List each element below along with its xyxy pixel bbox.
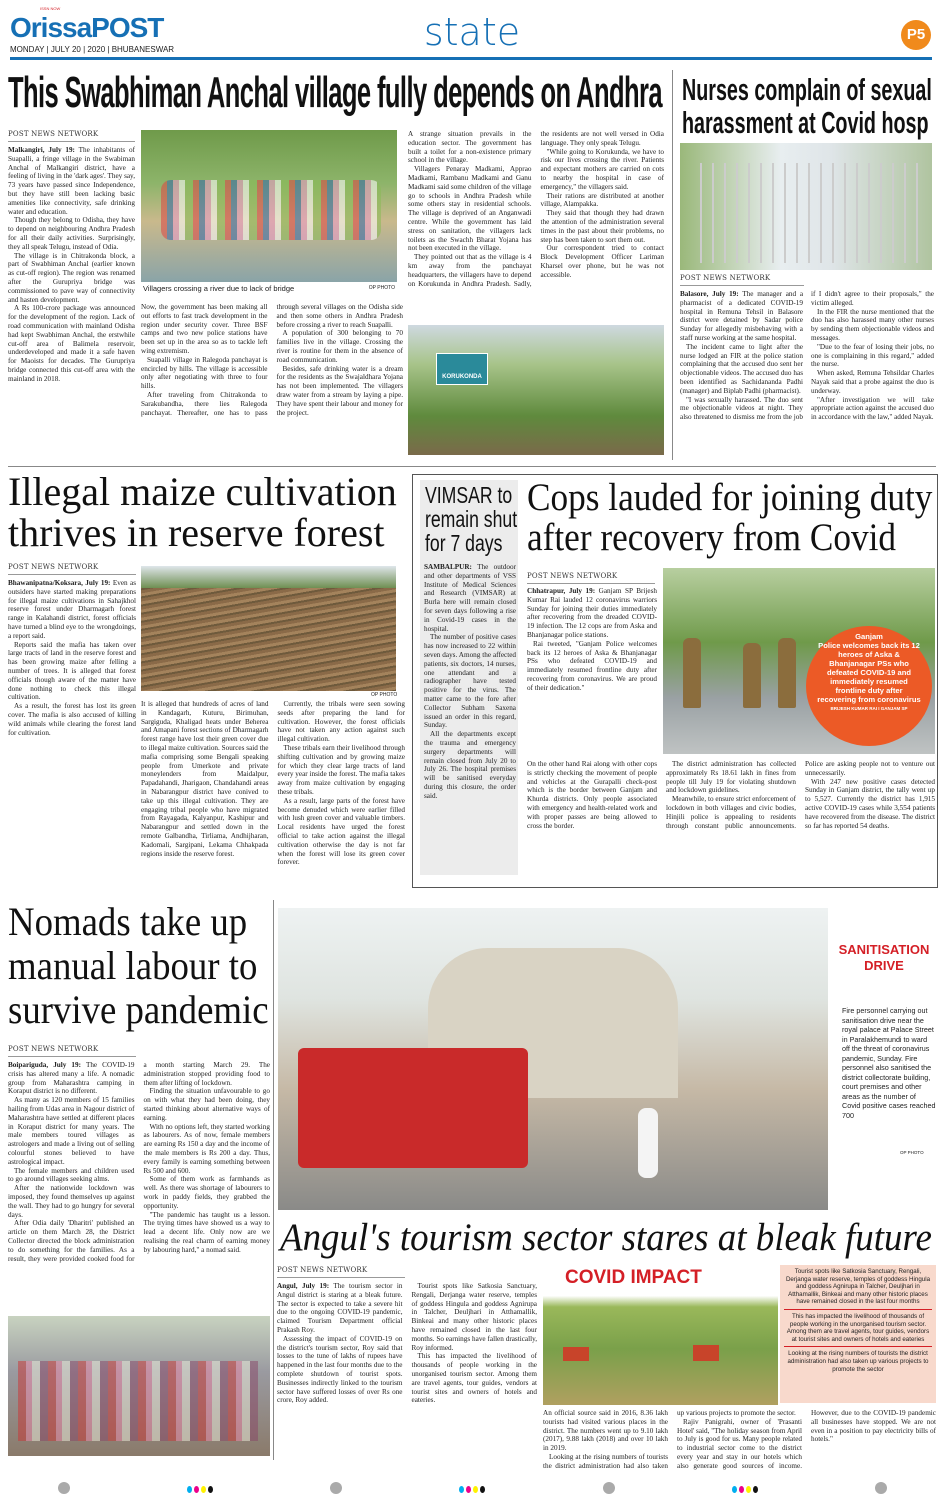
paragraph [144,1087,271,1122]
photo-credit: OP PHOTO [371,692,398,698]
paragraph [541,244,665,279]
sanitisation-photo [278,908,828,1210]
paragraph-text: With no options left, they started working as labourers. As of now, female members are earning Rs 150 a day and the income of the male members is Rs 200 a day. Thus, every family is earning something between Rs 500 and 600. [143,1122,270,1175]
impact-point: Tourist spots like Satkosia Sanctuary, Rengali, Derjanga water reserve, temples of goddess Hingula and goddess Agnirupa in Talcher, Deuljhari in Atthamallik, Binkeai and many other historic places have remained closed in the last four months [784,1268,932,1310]
paragraph-text: Meanwhile, to ensure strict enforcement of lockdown in both villages and civic bodies, Hinjili police is appealing to residents through constant public announcements. Police are asking people not to venture out unnecessarily. [666,760,935,830]
paragraph-text: The inhabitants of Suapalli, a fringe village in the Swabiman Anchal of Malkangiri district, have a feeling of living in the 'dark ages'. They say, 73 years have passed since Independence, but they have still been lacking basic amenities like connectivity, safe drinking water and education. [8,146,136,216]
paragraph [8,702,136,737]
paragraph-text: It is alleged that hundreds of acres of land in Kandagarh, Kuturu, Birimuhan, Sargiguda, Khaligad heats under Beherea and Amapani forest sections of Dharmagarh forest range have lost their green cover due to illegal maize cultivation. Sources said the mafia comprising some Bengali speaking people from Umerkote and private moneylenders from Maidalpur, Papadahandi, Jharigaon, Chandahandi areas in Nabarangpur district have conived to take up this illegal cultivation. They are engaging tribal people who have migrated from Rayagada, Kalyanpur, Kashipur and Nabarangpur and settled down in the remote Galbandha, Tirliama, Andhijharan, Kadomali, Sargipani, Lekama Chhakpada regions inside the reserve forest. [141,700,269,858]
paragraph-text: After Odia daily 'Dharitri' published an article on them March 28, the District Collector directed the block administration to do something for the families. As a result, they were provided cooked food for a month starting March 29. The administration stopped providing food to them after lifting of lockdown. [8,1061,270,1263]
paragraph-text: They said that though they had drawn the attention of the administration several times in the past about their problems, no step has been taken to sort them out. [540,209,664,244]
paragraph [680,290,803,343]
byline: POST NEWS NETWORK [277,1266,405,1278]
paragraph-text: After the nationwide lockdown was imposed, they found themselves up against the wall. They had to go hungry for several days. [8,1184,135,1219]
logo-post: POST [91,12,164,43]
headline-line: Nurses complain of sexual [682,72,932,107]
paragraph-text: "After investigation we will take appropriate action against the accused duo in accordance with the law," added Nayak. [811,395,934,422]
paragraph-text: On the other hand Rai along with other cops is strictly checking the movement of people and vehicles at the Gurapalli check-post which is the border between Ganjam and Khurda districts. Only people associated with emergency and health-related work and with proper passes are being allowed to cross the border. [527,760,657,830]
paragraph-text: Ganjam SP Brijesh Kumar Rai lauded 12 coronavirus warriors Sunday for joining their duties immediately after recovering from the dreaded COVID-19 infection. The 12 cops are from Aska and Bhanjanagar police stations. [527,587,657,639]
byline: POST NEWS NETWORK [8,563,136,575]
paragraph-text: Their rations are distributed at another village, Alampakka. [540,191,664,209]
ppe-worker [638,1108,658,1178]
logo-tag: ISSN NOW [40,6,61,11]
article1-photo-caption [143,284,395,293]
paragraph [424,633,516,730]
paragraph [8,1167,135,1185]
paragraph-text: The COVID-19 crisis has altered many a life. A nomadic group from Maharashtra camping in Koraput district is no different. [8,1061,135,1096]
paragraph [8,1061,135,1096]
paragraph-text: The female members and children used to go around villages seeking alms. [8,1166,135,1184]
dateline: Boipariguda, July 19: [8,1061,82,1069]
paragraph [144,1175,271,1210]
article3-body [8,579,136,737]
article2-headline [682,73,932,139]
paragraph-text: Tourist spots like Satkosia Sanctuary, Rengali, Derjanga water reserve, temples of goddess Hingula and goddess Agnirupa in Talcher, Deuljhari in Atthamallik, Binkeai and many other historic places have remained closed in the last four months. So earnings have fallen drastically, Roy informed. [411,1282,537,1352]
paragraph [527,760,657,830]
paragraph-text: As a result, large parts of the forest have become denuded which were earlier filled with lush green cover and valuable timbers. Local residents have urged the forest official to take action against the illegal cultivation otherwise the day is not far when the forest will lose its green cover forever. [277,796,405,867]
column-divider [672,70,673,460]
article4-body [424,563,516,801]
paragraph-text: A population of 300 belonging to 70 families live in the village. Crossing the river is routine for them in the absence of road communication. [276,329,403,364]
paragraph [412,1352,538,1405]
section-title: state [423,10,521,54]
byline: POST NEWS NETWORK [527,572,655,584]
article7-body [277,1282,537,1405]
covid-impact-title: COVID IMPACT [565,1267,702,1288]
paragraph [811,396,934,422]
paragraph [811,308,934,343]
paragraph-text: These tribals earn their livelihood through shifting cultivation and by growing maize for which they clear large tracts of land every year inside the forest. The mafia takes away from maize cultivation by engaging these tribals. [277,743,405,796]
registration-circle [603,1482,615,1494]
article1-photo-korukonda [408,325,664,455]
headline-line: remain shut [425,506,518,532]
page-number-badge: P5 [901,20,931,50]
dateline: Balasore, July 19: [680,290,739,298]
article5-headline [527,478,932,558]
dateline: Bhawanipatna/Koksara, July 19: [8,579,111,587]
masthead-rule [10,57,932,60]
article6-headline: Nomads take up manual labour to survive pandemic [8,899,269,1032]
paragraph-text: As a result, the forest has lost its green cover. The mafia is also accused of killing wild animals while clearing the forest land for cultivation. [8,702,136,737]
paragraph [424,563,516,633]
sanitisation-title [832,942,936,974]
paragraph-text: Even as outsiders have started making preparations for illegal maize cultivations in Sahajkhol reserve forest under Dharmagarh forest range in Kalahandi district, forest officials have turned a blind eye to the wrongdoings, a report said. [8,579,137,640]
dateline: Chhatrapur, July 19: [527,587,596,595]
paragraph [8,304,135,383]
paragraph [805,778,935,831]
paragraph [543,1409,668,1453]
headline-line: harassment at Covid hosp [682,105,929,140]
paragraph [677,1409,936,1471]
article4-headline [425,483,517,555]
byline: POST NEWS NETWORK [8,130,135,142]
fire-truck [298,1048,528,1168]
title-line: DRIVE [864,958,904,973]
paragraph-text: Now, the government has been making all out efforts to fast track development in the region under security cover. Three BSF camps and two new police stations have been set up in the area so as to tackle left wing extremism. [141,303,268,355]
paragraph-text: The number of positive cases has now increased to 22 within seven days. Among the affected patients, six doctors, 14 nurses, one attendant and a radiographer have tested positive for the virus. The matter came to the fore after Collector Subham Saxena issued an order in this regard, Sunday. [424,633,516,730]
paragraph-text: This has impacted the livelihood of thousands of people working in the unorganised tourism sector. Among them are travel agents, tour guides, vendors at tourist sites and owners of hotels and eateries. [411,1352,537,1405]
headline-line: Cops lauded for joining duty [527,476,933,519]
registration-circle [875,1482,887,1494]
paragraph [277,365,404,418]
registration-circle [330,1482,342,1494]
headline-line: after recovery from Covid [527,516,897,559]
dateline: Malkangiri, July 19: [8,146,75,154]
paragraph-text: The manager and a pharmacist of a dedicated COVID-19 hospital in Remuna Tehsil in Balasore district were detained by Sadar police Sunday for allegedly misbehaving with a staff nurse working at the same hospital. [680,290,804,342]
masthead-logo[interactable] [10,14,163,42]
cop-figure [683,638,701,708]
article1-body-cont [141,303,403,417]
paragraph [680,343,803,396]
cmyk-dots [458,1478,486,1497]
paragraph [666,760,796,795]
registration-circle [58,1482,70,1494]
article5-body [527,587,657,693]
article1-byline-wrap [8,130,135,146]
section-divider [8,466,936,467]
paragraph-text: Finding the situation unfavourable to go on with what they had been doing, they started thinking about alternative ways of earning. [143,1087,270,1122]
paragraph-text: The tourism sector in Angul district is staring at a bleak future. The sector is expected to take a severe hit due to the ongoing COVID-19 pandemic, claimed Tourism Department official Prakash Roy. [277,1282,403,1334]
article1-headline: This Swabhiman Anchal village fully depends on Andhra [8,68,663,117]
paragraph-text: In the FIR the nurse mentioned that the duo has also harassed many other nurses by sending them objectionable videos and messages. [811,307,934,342]
logo-orissa: Orissa [10,12,92,43]
paragraph [541,192,665,210]
paragraph-text: All the departments except the trauma and emergency surgery departments will remain closed from July 20 to July 26. The hospital premises will be sanitised everyday during this closure, the order said. [424,730,516,800]
paragraph [811,369,934,395]
paragraph [8,146,135,216]
paragraph-text: Though they belong to Odisha, they have to depend on neighbouring Andhra Pradesh for all their daily activities. Surprisingly, they all speak Telugu, instead of Odia. [8,216,135,251]
sanitisation-caption: Fire personnel carrying out sanitisation drive near the royal palace at Palace Street in Paralakhemundi to ward off the threat of coronavirus pandemic, Sunday. Fire personnel also sanitised the district collectorate building, court premises and other areas as the number of Covid positive cases reached 700 [842,1006,936,1120]
impact-point: This has impacted the livelihood of thousands of people working in the unorganised tourism sector. Among them are travel agents, tour guides, vendors at tourist sites and owners of hotels and eateries [784,1310,932,1347]
headline-line: for 7 days [425,530,503,556]
paragraph-text: The outdoor and other departments of VSS Institute of Medical Sciences and Research (VIMSAR) at Burla here will remain closed for seven days following a rise in Covid-19 cases in the hospital. [424,563,516,633]
article3-headline: Illegal maize cultivation thrives in reserve forest [8,469,397,555]
paragraph-text: Looking at the rising numbers of tourists the district administration had also taken up various projects to promote the sector. [543,1409,796,1470]
paragraph-text: A Rs 100-crore package was announced for the development of the region. Lack of road communication with mainland Odisha had kept Swabhiman Anchal, the erstwhile cut-off area of Balimela reservoir, underdeveloped and made it a safe haven for Maoists for decades. The Gurupriya bridge connected this cut-off area with the mainland in 2018. [8,304,135,383]
caption-text: Villagers crossing a river due to lack of bridge [143,284,295,293]
hut [563,1347,589,1361]
paragraph [412,1282,538,1352]
article2-photo-hospital [680,143,932,270]
article7-body-cont [543,1409,936,1471]
bubble-title: Ganjam [855,632,883,641]
paragraph-text: "Due to the fear of losing their jobs, no one is complaining in this regard," added the nurse. [811,342,934,369]
paragraph [541,209,665,244]
treeline [141,566,396,588]
paragraph [144,1123,271,1176]
dateline: SAMBALPUR: [424,563,472,571]
paragraph [8,579,136,641]
paragraph [408,130,532,165]
paragraph [141,303,268,356]
paragraph-text: Our correspondent tried to contact Block Development Officer Lariman Kharsel over phone, but he was not accessible. [540,244,664,279]
title-line: SANITISATION [838,942,930,957]
paragraph-text: An official source said in 2016, 8.36 lakh tourists had visited various places in the district. The numbers went up to 9.10 lakh (2017), 9.88 lakh (2018) and over 10 lakh in 2019. [543,1409,668,1453]
paragraph-text: Some of them work as farmhands as well. As there was shortage of labourers to work in paddy fields, they grabbed the opportunity. [143,1175,270,1210]
paragraph [277,1282,403,1335]
article1-photo-river-crossing [141,130,397,282]
fence [690,163,920,263]
bubble-attribution: BRIJESH KUMAR RAI I GANJAM SP [830,706,908,711]
hut [693,1345,719,1361]
paragraph [277,1335,403,1405]
article1-body [8,146,135,384]
paragraph-text: "While going to Korukunda, we have to risk our lives crossing the river. Patients and expectant mothers are carried on cots to nearby the hospital in case of emergency," the villagers said. [540,147,664,191]
dateline: MONDAY | JULY 20 | 2020 | BHUBANESWAR [10,45,175,54]
covid-impact-box [780,1265,936,1403]
paragraph-text: "The pandemic has taught us a lesson. The trying times have showed us a way to lead a decent life. Only now are we realising the real charm of earning money by labouring hard," a nomad said. [143,1210,270,1254]
paragraph-text: The incident came to light after the nurse lodged an FIR at the police station complaining that the accused duo sent her objectionable videos. The accused duo has been identified as Sachidananda Padhi (manager) and Biplab Padhi (pharmacist). [680,342,803,395]
paragraph-text: As many as 120 members of 15 families hailing from Udas area in Nagour district of Maharashtra have settled at different places in Koraput district for many years. The male members toured villages as astrologers and made a living out of selling colourful stones believed to have astrological impact. [8,1096,135,1166]
paragraph [811,343,934,369]
article6-body [8,1061,270,1263]
paragraph [144,1211,271,1255]
article2-body [680,290,934,422]
paragraph-text: Reports said the mafia has taken over large tracts of land in the reserve forest and has been growing maize after felling a number of trees. It is alleged that forest officials though aware of the matter have done nothing to check this illegal cultivation. [8,640,136,702]
paragraph [278,744,406,797]
photo-credit: OP PHOTO [900,1150,924,1155]
paragraph [141,356,268,391]
paragraph-text: "I was sexually harassed. The duo sent me objectionable videos at night. They also threatened to dismiss me from the job if I didn't agree to their proposals," the victim alleged. [680,290,934,422]
paragraph-text: Besides, safe drinking water is a dream for the residents as the Swajaldhara Yojana has not been implemented. The villagers draw water from a stream by laying a pipe. They have spent their labour and money for the project. [276,364,403,417]
dateline: Angul, July 19: [277,1282,330,1290]
paragraph-text: The district administration has collected approximately Rs 18.61 lakh in fines from people till July 19 for violating shutdown and lockdown guidelines. [666,760,796,795]
photo-credit: OP PHOTO [368,285,395,291]
paragraph-text: Assessing the impact of COVID-19 on the district's tourism sector, Roy said that losses to the tune of lakhs of rupees have happened in the last four months due to the complete shutdown of tourist spots. Businesses indirectly linked to the tourism sector have suffered losses of over Rs one crore, Roy added. [277,1334,403,1405]
paragraph-text: Suapalli village in Ralegoda panchayat is encircled by hills. The village is accessible only after negotiating with three to four hills. [141,355,268,391]
cop-figure [778,638,796,708]
column-divider [273,900,274,1460]
paragraph [8,641,136,703]
article3-photo-field [141,566,396,691]
paragraph [8,216,135,251]
paragraph-text: After traveling from Chitrakonda to Sarakubandha, there lies Ralegoda panchayat. Thereafter, one has to pass through several villages on the Odisha side and then some others in Andhra Pradesh before crossing a river to reach Suapalli. [141,303,403,417]
korukonda-sign: KORUKONDA [436,353,488,385]
quote-bubble [806,626,932,746]
article1-body-right [408,130,664,288]
byline: POST NEWS NETWORK [680,274,804,286]
paragraph [141,700,269,858]
paragraph-text: Rai tweeted, "Ganjam Police welcomes back its 12 heroes of Aska & Bhanjanagar PSs who defeated COVID-19 and immediately resumed frontline duty after recovering from coronavirus. We are proud of their dedication." [527,639,657,692]
paragraph-text: A strange situation prevails in the education sector. The government has built a toilet for a non-existence primary school in the village. [408,130,532,165]
paragraph-text: Rajiv Panigrahi, owner of 'Prasanti Hotel' said, "The holiday season from April to July is good for us. Many people related to industrial sector come to the district every year and stay in our hotels which also generate good sources of income. However, due to the COVID-19 pandemic all businesses have stopped. We are not even in a position to pay electricity bills of hotels." [677,1409,936,1470]
paragraph [527,587,657,640]
cmyk-dots [731,1478,759,1497]
article5-body-cont [527,760,935,830]
paragraph-text: Villagers Penaray Madkami, Apprao Madkami, Rambanu Madkami and Ganu Madkami said some children of the village go to schools in Andhra Pradesh while some others stay in residential schools. The village is deprived of an Anganwadi centre. While the government has laid stress on sanitation, the villagers lack toilets as the Swachh Bharat Yojana has not been executed in the village. [408,165,532,253]
byline: POST NEWS NETWORK [8,1045,136,1057]
paragraph [278,700,406,744]
paragraph-text: Currently, the tribals were seen sowing seeds after preparing the land for cultivation. However, the forest officials have not taken any action against such illegal cultivation. [277,700,405,744]
article6-photo-nomads [8,1316,270,1456]
paragraph [8,252,135,305]
print-registration-marks [0,1481,945,1494]
article3-body-cont [141,700,405,867]
paragraph [541,148,665,192]
bubble-text: Police welcomes back its 12 heroes of Aska & Bhanjanagar PSs who defeated COVID-19 and immediately resumed frontline duty after recovering from coronavirus [817,641,921,704]
paragraph [424,730,516,800]
article7-headline: Angul's tourism sector stares at bleak future [280,1216,932,1259]
paragraph [278,797,406,867]
paragraph [8,1184,135,1219]
paragraph [277,329,404,364]
people-figures [18,1361,258,1441]
cop-figure [743,643,761,708]
headline-line: VIMSAR to [425,482,513,508]
paragraph-text: The village is in Chitrakonda block, a part of Swabhiman Anchal (earlier known as cut-off region). The region was renamed after the Gurupriya bridge was commissioned to pave way of connectivity and hasten development. [8,251,135,304]
cmyk-dots [186,1478,214,1497]
paragraph-text: They pointed out that as the village is 4 km away from the panchayat headquarters, the villagers have to depend on Korukunda in Andhra Pradesh. Sadly, the residents are not well versed in Odia language. They only speak Telugu. [408,130,664,288]
paragraph-text: When asked, Remuna Tehsildar Charles Nayak said that a probe against the duo is underway. [811,369,934,395]
paragraph [527,640,657,693]
paragraph [8,1096,135,1166]
paragraph [408,165,532,253]
impact-point: Looking at the rising numbers of tourists the district administration had also taken up various projects to promote the sector [787,1350,929,1373]
paragraph-text: With 247 new positive cases detected Sunday in Ganjam district, the tally went up to 5,527. Currently the district has 1,915 active COVID-19 cases while 3,554 patients have recovered from the disease. The district so far has reported 54 deaths. [805,777,935,830]
villagers-figures [161,180,381,240]
